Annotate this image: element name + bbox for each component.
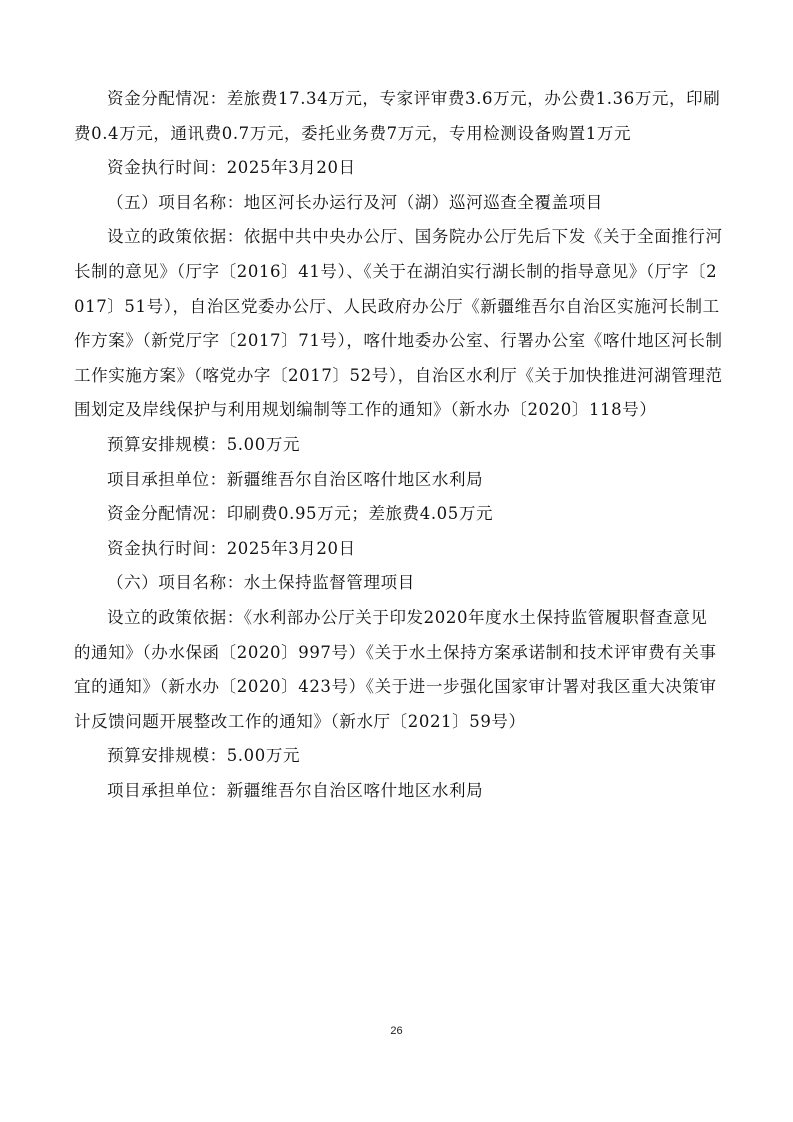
paragraph-project-6-budget: 预算安排规模：5.00万元 — [107, 746, 301, 766]
paragraph-project-6-title: （六）项目名称：水土保持监督管理项目 — [107, 573, 415, 593]
paragraph-project-5-budget: 预算安排规模：5.00万元 — [107, 434, 301, 454]
paragraph-project-6-policy-basis: 设立的政策依据：《水利部办公厅关于印发2020年度水土保持监管履职督查意见的通知》（办水保函〔2020〕997号）《关于水土保持方案承诺制和技术评审费有关事宜的通知》（新水办〔2020〕423号）《关于进一步强化国家审计署对我区重大决策审计反馈问题开展整改工作的通知》（新水厅〔2021〕59号） — [74, 607, 717, 731]
paragraph-project-5-title: （五）项目名称：地区河长办运行及河（湖）巡河巡查全覆盖项目 — [107, 192, 603, 212]
page-number: 26 — [390, 1025, 403, 1037]
body-text — [74, 82, 724, 808]
paragraph-project-5-fund-allocation: 资金分配情况：印刷费0.95万元；差旅费4.05万元 — [107, 504, 494, 524]
paragraph-project-5-execution-time: 资金执行时间：2025年3月20日 — [107, 538, 356, 558]
paragraph-project-6-unit: 项目承担单位：新疆维吾尔自治区喀什地区水利局 — [107, 780, 484, 800]
paragraph-fund-execution-time-4: 资金执行时间：2025年3月20日 — [107, 158, 356, 178]
paragraph-project-5-unit: 项目承担单位：新疆维吾尔自治区喀什地区水利局 — [107, 469, 484, 489]
paragraph-project-5-policy-basis: 设立的政策依据：依据中共中央办公厅、国务院办公厅先后下发《关于全面推行河长制的意见》（厅字〔2016〕41号）、《关于在湖泊实行湖长制的指导意见》（厅字〔2017〕51号），自治区党委办公厅、人民政府办公厅《新疆维吾尔自治区实施河长制工作方案》（新党厅字〔2017〕71号），喀什地委办公室、行署办公室《喀什地区河长制工作实施方案》（喀党办字〔2017〕52号），自治区水利厅《关于加快推进河湖管理范围划定及岸线保护与利用规划编制等工作的通知》（新水办〔2020〕118号） — [74, 227, 723, 420]
paragraph-fund-allocation-4: 资金分配情况：差旅费17.34万元，专家评审费3.6万元，办公费1.36万元，印刷费0.4万元，通讯费0.7万元，委托业务费7万元，专用检测设备购置1万元 — [74, 89, 721, 143]
